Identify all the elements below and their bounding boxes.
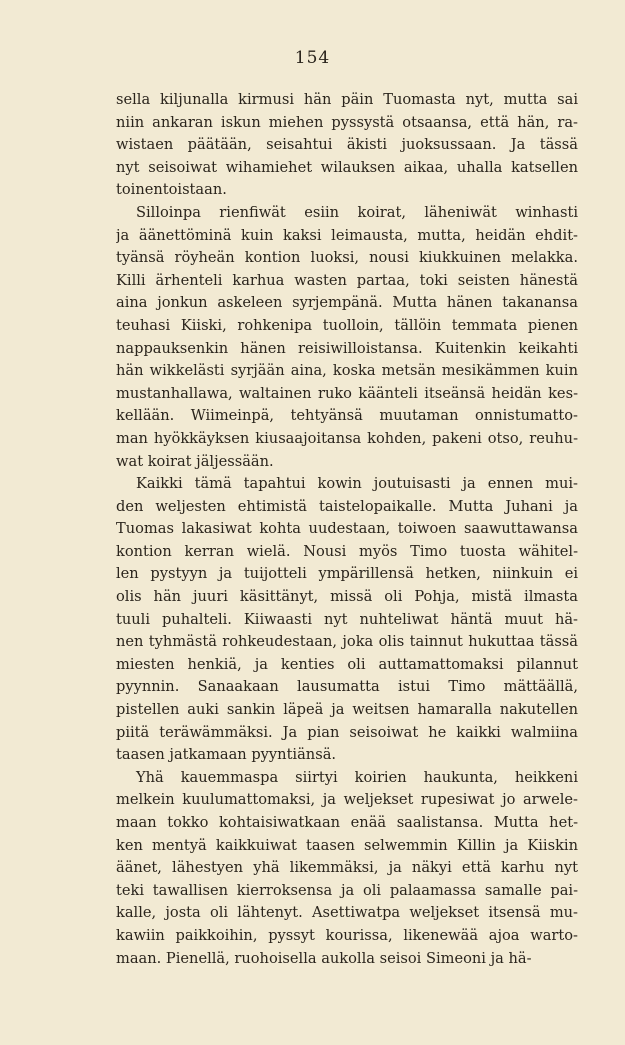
text-line: Yhä kauemmaspa siirtyi koirien haukunta, heikkeni: [136, 768, 578, 786]
text-line: maan. Pienellä, ruohoisella aukolla seisoi Simeoni ja hä-: [116, 949, 532, 967]
text-line: kellään. Wiimeinpä, tehtyänsä muutaman onnistumatto-: [116, 407, 578, 425]
text-line: aina jonkun askeleen syrjempänä. Mutta hänen takanansa: [116, 294, 578, 312]
paragraph: [116, 89, 578, 202]
text-line: pistellen auki sankin läpeä ja weitsen hamaralla nakutellen: [116, 701, 578, 719]
text-line: teki tawallisen kierroksensa ja oli palaamassa samalle pai-: [116, 881, 578, 899]
text-line: kontion kerran wielä. Nousi myös Timo tuosta wähitel-: [116, 542, 578, 560]
text-line: ja äänettöminä kuin kaksi leimausta, mutta, heidän ehdit-: [116, 226, 578, 244]
text-line: Silloinpa rienfiwät esiin koirat, läheniwät winhasti: [136, 203, 578, 221]
text-line: olis hän juuri käsittänyt, missä oli Pohja, mistä ilmasta: [116, 588, 578, 606]
text-line: melkein kuulumattomaksi, ja weljekset rupesiwat jo arwele-: [116, 791, 578, 809]
text-line: Kaikki tämä tapahtui kowin joutuisasti ja ennen mui-: [136, 475, 578, 493]
text-line: tuuli puhalteli. Kiiwaasti nyt nuhteliwat häntä muut hä-: [116, 610, 578, 628]
text-line: piitä teräwämmäksi. Ja pian seisoiwat he kaikki walmiina: [116, 723, 578, 741]
text-line: toinentoistaan.: [116, 181, 227, 199]
text-line: pyynnin. Sanaakaan lausumatta istui Timo mättäällä,: [116, 678, 578, 696]
text-line: tyänsä röyheän kontion luoksi, nousi kiukkuinen melakka.: [116, 249, 578, 267]
page-number: 154: [294, 48, 331, 68]
text-line: wistaen päätään, seisahtui äkisti juoksussaan. Ja tässä: [116, 136, 578, 154]
text-line: äänet, lähestyen yhä likemmäksi, ja näkyi että karhu nyt: [116, 859, 578, 877]
text-line: sella kiljunalla kirmusi hän päin Tuomasta nyt, mutta sai: [116, 91, 578, 108]
text-line: teuhasi Kiiski, rohkenipa tuolloin, tällöin temmata pienen: [116, 316, 578, 334]
text-line: nyt seisoiwat wihamiehet wilauksen aikaa, uhalla katsellen: [116, 158, 578, 176]
text-line: hän wikkelästi syrjään aina, koska metsän mesikämmen kuin: [116, 362, 578, 380]
text-line: Killi ärhenteli karhua wasten partaa, toki seisten hänestä: [116, 271, 578, 289]
paragraph: [116, 202, 578, 473]
text-line: kawiin paikkoihin, pyssyt kourissa, likenewää ajoa warto-: [116, 926, 578, 944]
text-line: taasen jatkamaan pyyntiänsä.: [116, 746, 337, 764]
paragraph: [116, 473, 578, 767]
text-line: niin ankaran iskun miehen pyssystä otsaansa, että hän, ra-: [116, 113, 578, 131]
text-line: maan tokko kohtaisiwatkaan enää saalistansa. Mutta het-: [116, 814, 578, 831]
text-line: Tuomas lakasiwat kohta uudestaan, toiwoen saawuttawansa: [116, 520, 578, 538]
text-line: den weljesten ehtimistä taistelopaikalle. Mutta Juhani ja: [116, 497, 578, 515]
text-line: ken mentyä kaikkuiwat taasen selwemmin Killin ja Kiiskin: [116, 836, 578, 854]
paragraph: [116, 767, 578, 970]
body-text: [116, 89, 578, 970]
text-line: kalle, josta oli lähtenyt. Asettiwatpa weljekset itsensä mu-: [116, 904, 578, 922]
text-line: len pystyyn ja tuijotteli ympärillensä hetken, niinkuin ei: [116, 565, 578, 583]
text-line: miesten henkiä, ja kenties oli auttamattomaksi pilannut: [116, 655, 578, 673]
text-line: man hyökkäyksen kiusaajoitansa kohden, pakeni otso, reuhu-: [116, 429, 578, 447]
text-line: mustanhallawa, waltainen ruko käänteli itseänsä heidän kes-: [116, 384, 578, 402]
text-line: wat koirat jäljessään.: [116, 452, 274, 470]
text-line: nappauksenkin hänen reisiwilloistansa. Kuitenkin keikahti: [116, 339, 578, 357]
text-line: nen tyhmästä rohkeudestaan, joka olis tainnut hukuttaa tässä: [116, 633, 578, 651]
